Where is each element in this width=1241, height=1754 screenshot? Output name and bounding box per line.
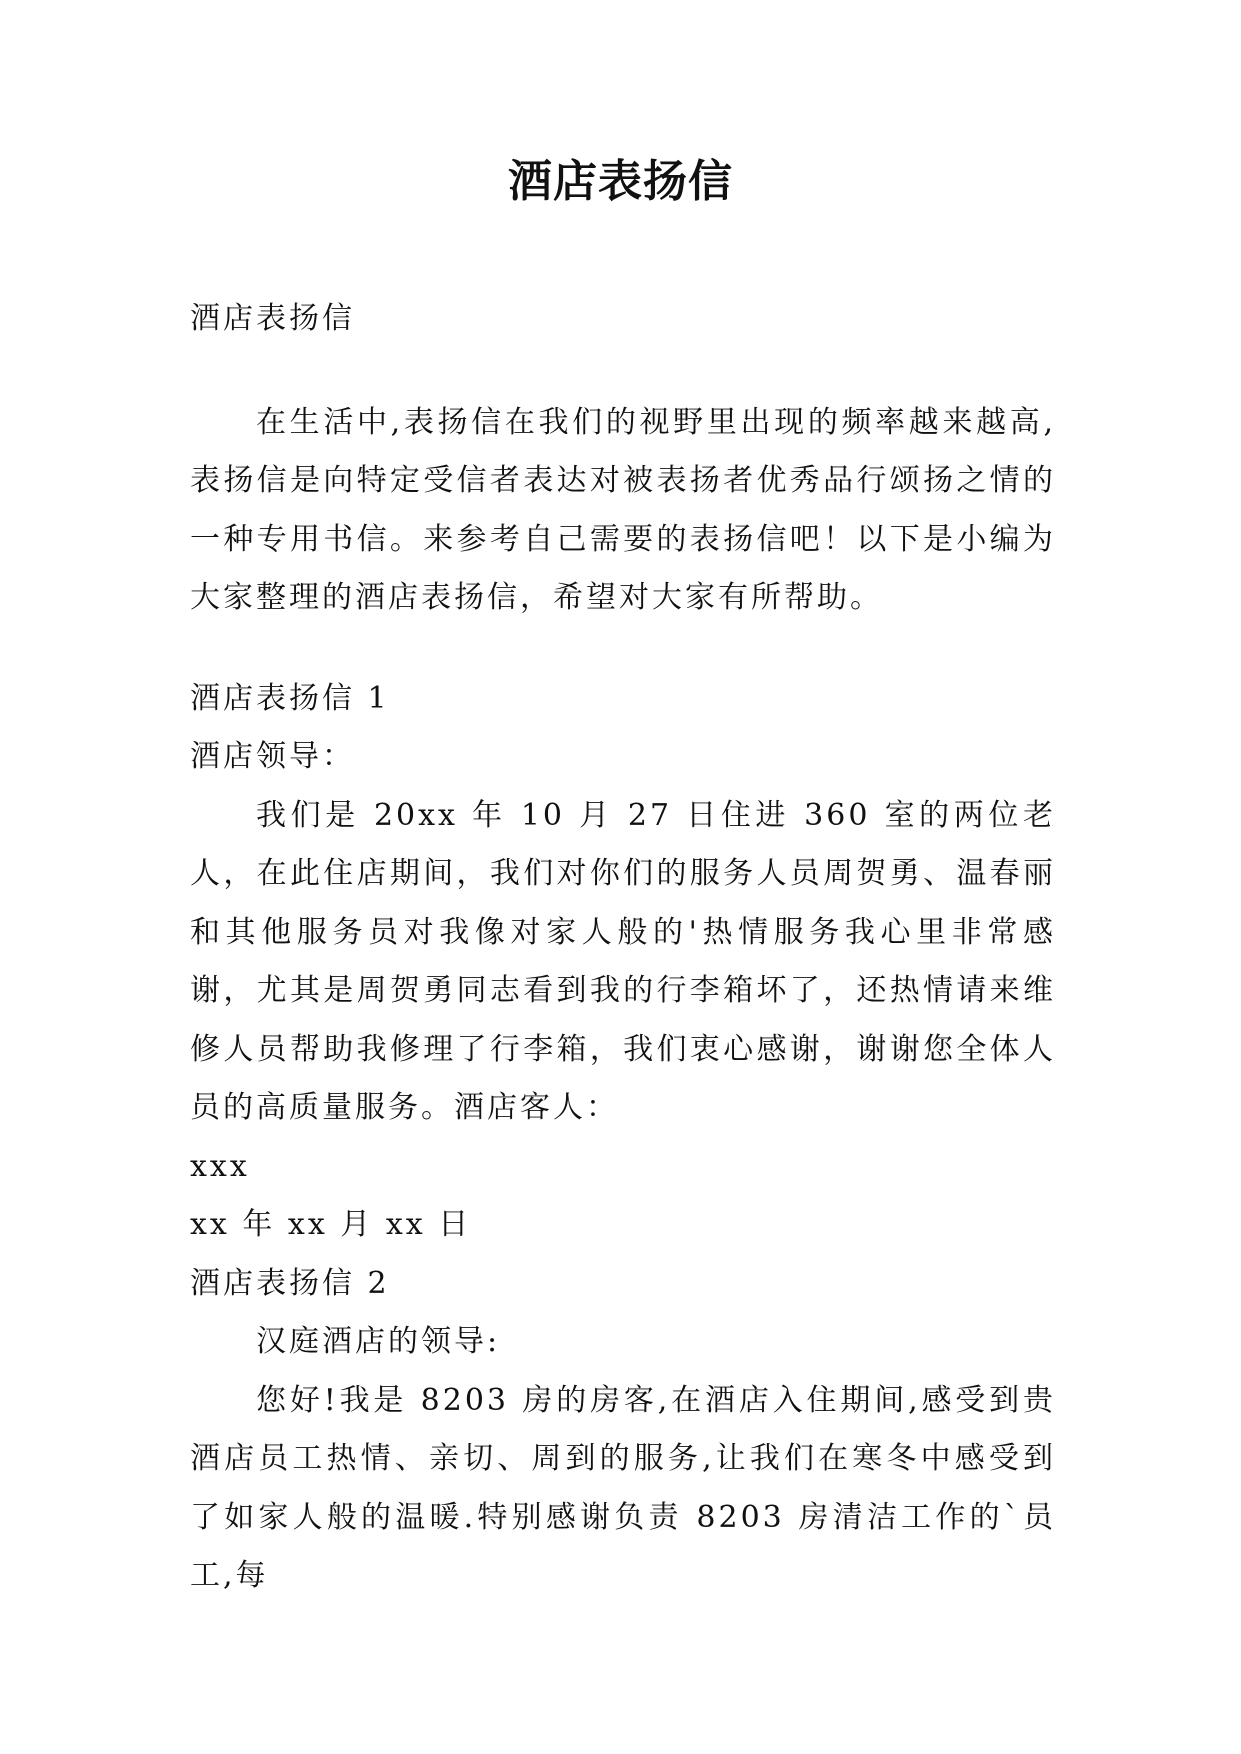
letter-1-body: 我们是 20xx 年 10 月 27 日住进 360 室的两位老人，在此住店期间，我们对你们的服务人员周贺勇、温春丽和其他服务员对我像对家人般的'热情服务我心里非常感谢，尤其是周贺勇同志看到我的行李箱坏了，还热情请来维修人员帮助我修理了行李箱，我们衷心感谢，谢谢您全体人员的高质量服务。酒店客人： — [190, 797, 1056, 1125]
letter-2-heading: 酒店表扬信 2 — [190, 1265, 390, 1301]
letter-2-body: 您好!我是 8203 房的房客,在酒店入住期间,感受到贵酒店员工热情、亲切、周到的服务,让我们在寒冬中感受到了如家人般的温暖.特别感谢负责 8203 房清洁工作的`员工,每 — [190, 1382, 1056, 1593]
intro-paragraph: 在生活中,表扬信在我们的视野里出现的频率越来越高,表扬信是向特定受信者表达对被表扬者优秀品行颂扬之情的一种专用书信。来参考自己需要的表扬信吧！以下是小编为大家整理的酒店表扬信，希望对大家有所帮助。 — [190, 404, 1056, 615]
subtitle-line: 酒店表扬信 — [190, 301, 355, 336]
letter-1-signature: xxx — [190, 1148, 250, 1184]
letter-1-heading: 酒店表扬信 1 — [190, 680, 390, 716]
letter-2-salutation: 汉庭酒店的领导: — [256, 1324, 501, 1359]
letter-1-date: xx 年 xx 月 xx 日 — [190, 1207, 472, 1242]
letter-1-salutation: 酒店领导： — [190, 739, 355, 774]
document-body — [190, 290, 1056, 1606]
document-title: 酒店表扬信 — [508, 156, 733, 207]
